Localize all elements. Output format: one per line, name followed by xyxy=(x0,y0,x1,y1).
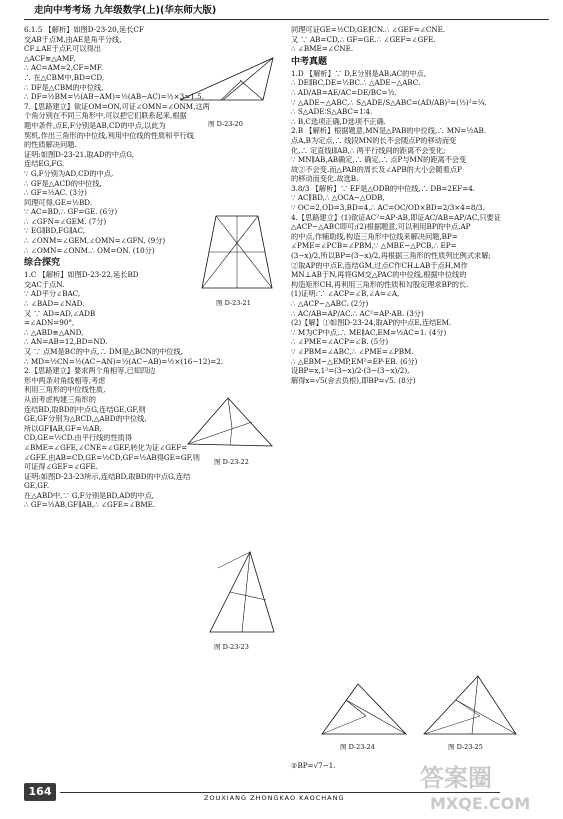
text-line: △ACF≌△AMF, xyxy=(24,54,76,63)
section-heading-exam: 中考真题 xyxy=(291,56,328,67)
text-line: 同理可得,GE=½BD. xyxy=(24,198,93,207)
text-line: ∵ MN∥AB,AB确定,∴ 确定,∴ 点P与MN的距离不会变 xyxy=(291,156,467,165)
right-column xyxy=(291,26,553,386)
text-line: 证明:如图D-23-21,取AD的中点G, xyxy=(24,150,134,159)
text-line: (2)【解】①如图D-23-24,取AP的中点E,连结EM. xyxy=(291,319,452,328)
text-line: ∴ ∠PME=∠ACP=∠B. (5分) xyxy=(291,338,389,347)
text-line: 化,∴ 定直线l∥AB,∴ 两平行线间的距离不会变化; xyxy=(291,146,446,155)
text-line: ∴ ∠BAD=∠NAD. xyxy=(24,300,85,308)
text-line: 利用三角形的中位线性质, xyxy=(24,386,106,395)
caption-d-23-21: 图 D-23-21 xyxy=(216,299,251,307)
section-heading-comprehensive: 综合探究 xyxy=(24,258,61,269)
text-line: 题中条件,点E,F分别是AB,CD的中点,以此为 xyxy=(24,121,166,130)
text-line: 可证得∠GEF=∠GFE. xyxy=(24,463,98,472)
text-line: 证明:如图D-23-23所示,连结BD,取BD的中点G,连结 xyxy=(24,472,191,481)
text-line: 1.D 【解析】∵ D,E分别是AB,AC的中点, xyxy=(291,69,427,78)
text-line: 解得x=√5(舍去负根),即BP=√5. (8分) xyxy=(291,376,416,385)
text-line: 的性质解决问题. xyxy=(24,141,77,150)
footer-text: ZOUXIANG ZHONGKAO KAOCHANG xyxy=(204,794,345,802)
text-line: ∴ AN=AB=12,BD=ND. xyxy=(24,338,108,347)
figure-d-23-20 xyxy=(178,56,278,106)
text-line: 4.【思路建立】(1)欲证AC²=AP·AB,即证AC/AB=AP/AC,只要证 xyxy=(291,213,501,222)
caption-d-23-23: 图 D-23-23 xyxy=(214,643,249,651)
figure-d-23-21 xyxy=(198,212,276,294)
text-line: △ACP∽△ABC即可;(2)根据题意,可以利用BP的中点,AP xyxy=(291,223,471,232)
header-title: 走向中考考场 九年级数学(上)(华东师大版) xyxy=(34,5,217,16)
text-line: 的中点,作辅助线,构造三角形中位线来解决问题,BP= xyxy=(291,232,458,241)
text-line: 在△ABD中,∵ G,F分别是BD,AD的中点, xyxy=(24,491,155,500)
text-line: MN⊥AB于N,再将GM交△PAC的中位线,根据中位线的 xyxy=(291,271,467,280)
right-text-block-2 xyxy=(291,70,553,387)
text-line: ∵ M为CP中点,∴ ME∥AC,EM=½AC=1. (4分) xyxy=(291,328,447,337)
text-line: ∵ ∠PBM=∠ABC,∴ ∠PME=∠PBM. xyxy=(291,347,414,356)
text-line: 1.C 【解析】如图D-23-22,延长BD xyxy=(24,271,139,280)
text-line: ∴ S△ADE∶S△ABC=1∶4. xyxy=(291,108,373,117)
text-line: ∴ ∠GFN=∠GEM. (7分) xyxy=(24,217,107,226)
figure-d-23-22 xyxy=(184,394,276,454)
text-line: ∵ EG∥BD,FG∥AC, xyxy=(24,227,86,236)
text-line: 同理可证GE=½CD,GE∥CN.∴ ∠GEF=∠CNE. xyxy=(291,26,446,34)
text-line: ∴ AC=AM=2,CF=MF. xyxy=(24,64,104,73)
text-line: =∠ADN=90°, xyxy=(24,319,75,328)
watermark-logo: 答案圈 xyxy=(420,764,492,792)
figure-d-23-23 xyxy=(206,548,278,638)
text-line: 的移动而变化.故选B. xyxy=(291,175,359,184)
text-line: ∴ DF是△CBM的中位线, xyxy=(24,83,104,92)
text-line: CD,GE=½CD.由平行线的性质得 xyxy=(24,434,133,443)
text-line: 故②不会变.而△PAB的周长及∠APB的大小会随着点P xyxy=(291,165,462,174)
text-line: ∠PME=∠PCB=∠PBM,∵ △MBE∽△PCB,∴ EP= xyxy=(291,242,457,251)
text-line: 契机,作出三角形的中位线,利用中位线的性质和平行线 xyxy=(24,131,194,140)
text-line: ∴ ∠BME=∠CNE. xyxy=(291,45,354,54)
text-line: ∴ △EBM∽△EMP,EM²=EP·EB. (6分) xyxy=(291,357,418,366)
text-line: 连结BD,取BD的中点G,连结GE,GF,则 xyxy=(24,405,146,414)
text-line: 构造矩形CH,再利用三角形的性质和勾股定理求BP的长. xyxy=(291,280,469,289)
text-line: 又 ∵ 点M是BC的中点,∴ DM是△BCN的中位线, xyxy=(24,347,183,356)
header-rule xyxy=(24,19,549,20)
text-line: 连结EG,FG. xyxy=(24,160,65,169)
text-line: 7.【思路建立】欲证OM=ON,可证∠OMN=∠ONM,这两 xyxy=(24,102,210,111)
text-line: ∵ △ADE∽△ABC,∴ S△ADE/S△ABC=(AD/AB)²=(½)²=¼. xyxy=(291,98,487,107)
text-line: ∴ GF是△ACD的中位线, xyxy=(24,179,102,188)
text-line: 所以GF∥AB,GF=½AB, xyxy=(24,424,102,433)
text-line: ∠GFE.由AB=CD,GE=½CD,GF=½AB得GE=GF,则 xyxy=(24,453,200,462)
figure-d-23-25 xyxy=(420,672,520,740)
text-line: ∴ GF=½AC. (3分) xyxy=(24,189,87,198)
text-line: 设BP=x,1²=(3−x)/2·(3−(3−x)/2), xyxy=(291,367,410,376)
page-number: 164 xyxy=(24,783,56,801)
text-line: ∴ AC/AB=AP/AC.∴ AC²=AP·AB. (3分) xyxy=(291,309,424,318)
text-line: 2.B 【解析】根据题意,MN是△PAB的中位线,∴ MN=½AB. xyxy=(291,127,487,136)
text-line: 又 ∵ AB=CD,∴ GF=GE.∴ ∠GEF=∠GFE. xyxy=(291,35,436,44)
text-line: CF⊥AE于点F,可以得出 xyxy=(24,45,101,54)
text-line: ∴ 在△CBM中,BD=CD, xyxy=(24,73,105,82)
text-line: 交AC于点N. xyxy=(24,280,65,289)
text-line: 6.1.5 【解析】如图D-23-20,延长CF xyxy=(24,26,144,34)
text-line: ∴ DE∥BC,DE=½BC.∴ △ADE∽△ABC. xyxy=(291,79,421,88)
text-line: GE,GF分别为△BCD,△ABD的中位线, xyxy=(24,415,147,424)
text-line: ∵ AC=BD,∴ GF=GE. (6分) xyxy=(24,208,118,217)
text-line: GE,GF. xyxy=(24,482,50,491)
text-line: 交AB于点M,由AE是角平分线, xyxy=(24,35,122,44)
page-header xyxy=(24,4,554,18)
text-line: 又 ∵ AD=AD,∠ADB xyxy=(24,309,96,318)
text-line: ∠BME=∠GFE,∠CNE=∠GEF,转化为证∠GEF= xyxy=(24,443,188,452)
text-line: 从而考虑构建三角形的 xyxy=(24,395,96,404)
text-line: ②取AP的中点E,连结GM,过点C作CH⊥AB于点H,M作 xyxy=(291,261,468,270)
caption-d-23-24: 图 D-23-24 xyxy=(340,743,375,751)
text-line: ∴ B,C选项正确,D选项不正确. xyxy=(291,117,386,126)
right-text-block xyxy=(291,26,553,55)
text-line: ∴ ∠ONM=∠GEM,∠OMN=∠GFN, (9分) xyxy=(24,237,166,246)
text-line: 点A,B为定点,∴ 线段MN的长不会随点P的移动而变 xyxy=(291,136,457,145)
text-line: ∴ △ACP∽△ABC. (2分) xyxy=(291,300,369,308)
text-line: ∴ DF=½BM=½(AB−AM)=½(AB−AC)=½×3=1.5. xyxy=(24,93,204,102)
right-bottom-answer: ②BP=√7−1. xyxy=(291,762,336,770)
text-line: 形中两条对角线相等,考虑 xyxy=(24,376,106,385)
caption-d-23-20: 图 D-23-20 xyxy=(208,120,243,128)
text-line: ∴ GF=½AB,GF∥AB,∴ ∠GFE=∠BME. xyxy=(24,501,156,510)
text-line: (3−x)/2,所以BP=(3−x)/2,再根据三角形的性质列比例式求解; xyxy=(291,252,491,261)
text-line: 3.8/3 【解析】∵ EF是△ODB的中位线,∴ DB=2EF=4. xyxy=(291,184,476,193)
text-line: ∴ ∠OMN=∠ONM.∴ OM=ON. (10分) xyxy=(24,246,155,255)
caption-d-23-22: 图 D-23-22 xyxy=(214,458,249,466)
text-line: ∴ △ABD≌△AND, xyxy=(24,328,84,337)
text-line: ∴ MD=½CN=½(AC−AN)=½(AC−AB)=½×(16−12)=2. xyxy=(24,357,224,366)
text-line: ∵ AC∥BD,∴ △OCA∽△ODB, xyxy=(291,194,385,203)
text-line: ∵ AD平分∠BAC, xyxy=(24,290,81,299)
figure-d-23-24 xyxy=(318,680,410,740)
watermark-url: MXQE.COM xyxy=(430,794,531,813)
caption-d-23-25: 图 D-23-25 xyxy=(448,743,483,751)
text-line: (1)证明:∵ ∠ACP=∠B,∠A=∠A, xyxy=(291,290,400,299)
text-line: ∵ G,F分别为AD,CD的中点, xyxy=(24,169,114,178)
text-line: ∴ AD/AB=AE/AC=DE/BC=½. xyxy=(291,88,397,97)
text-line: 2.【思路建立】要求两个角相等,已知四边 xyxy=(24,367,156,376)
text-line: ∵ OC=2,OD=3,BD=4,∴ AC=OC/OD×BD=2/3×4=8/3. xyxy=(291,204,485,213)
text-line: 个角分别在不同三角形中,可以把它们联系起来,根据 xyxy=(24,112,187,121)
